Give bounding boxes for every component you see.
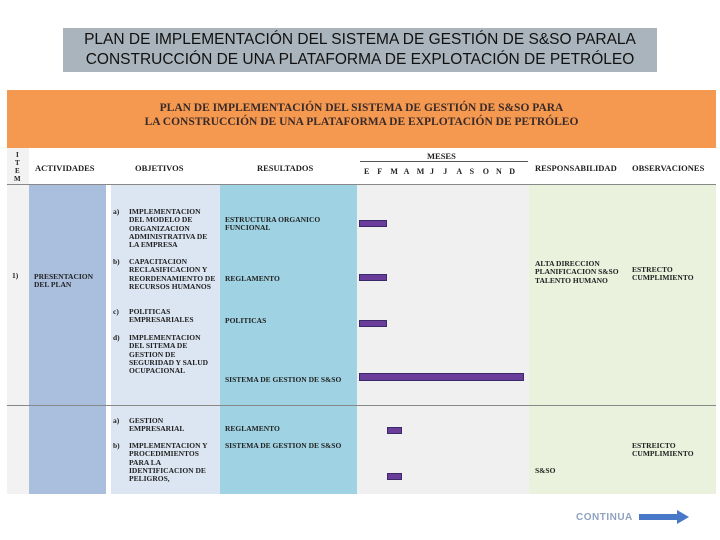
schedule-bar <box>359 274 387 281</box>
group1-row-a-resultado: ESTRUCTURA ORGANICO FUNCIONAL <box>225 215 321 233</box>
group1-row-b-resultado: REGLAMENTO <box>225 274 280 283</box>
slide-title-line1: PLAN DE IMPLEMENTACIÓN DEL SISTEMA DE GESTIÓN DE S&SO PARALA <box>84 31 636 48</box>
schedule-column <box>357 185 529 494</box>
month-label: S <box>469 167 475 176</box>
resultados-header: RESULTADOS <box>257 163 314 173</box>
actividades-header: ACTIVIDADES <box>35 163 95 173</box>
arrow-right-icon <box>639 510 689 524</box>
schedule-bar <box>359 220 387 227</box>
slide-title <box>63 28 657 72</box>
table-banner <box>7 90 716 148</box>
schedule-bar <box>359 373 524 381</box>
group1-row-d-letter: d) <box>113 333 120 342</box>
banner-line2: LA CONSTRUCCIÓN DE UNA PLATAFORMA DE EXPLOTACIÓN DE PETRÓLEO <box>144 116 579 128</box>
continue-link[interactable] <box>576 509 689 525</box>
month-label: E <box>364 167 370 176</box>
month-label: F <box>377 167 383 176</box>
month-label: J <box>430 167 434 176</box>
month-label: A <box>403 167 410 176</box>
responsabilidad-header: RESPONSABILIDAD <box>535 163 617 173</box>
group1-row-a-letter: a) <box>113 207 120 216</box>
schedule-bar <box>387 427 402 434</box>
group1-row-c-resultado: POLITICAS <box>225 316 267 325</box>
group1-row-a-objetivo: IMPLEMENTACION DEL MODELO DE ORGANIZACION ADMINISTRATIVA DE LA EMPRESA <box>129 207 208 250</box>
month-label: A <box>456 167 463 176</box>
item-header: I T E M <box>14 151 21 183</box>
item-column <box>7 148 29 494</box>
group1-row-d-resultado: SISTEMA DE GESTION DE S&SO <box>225 375 342 384</box>
group1-row-d-objetivo: IMPLEMENTACION DEL SITEMA DE GESTION DE SEGURIDAD Y SALUD OCUPACIONAL <box>129 333 209 376</box>
month-label: O <box>482 167 490 176</box>
group2-responsabilidad: S&SO <box>535 466 556 475</box>
month-label: M <box>390 167 398 176</box>
month-label: M <box>416 167 425 176</box>
group1-row-b-objetivo: CAPACITACION RECLASIFICACION Y REORDENAMIENTO DE RECURSOS HUMANOS <box>129 257 216 291</box>
slide-title-line2: CONSTRUCCIÓN DE UNA PLATAFORMA DE EXPLOTACIÓN DE PETRÓLEO <box>85 51 635 68</box>
group2-row-a-resultado: REGLAMENTO <box>225 424 280 433</box>
objetivos-header: OBJETIVOS <box>135 163 184 173</box>
group2-observacion: ESTREICTO CUMPLIMIENTO <box>632 441 694 459</box>
group1-responsabilidad: ALTA DIRECCION PLANIFICACION S&SO TALENTO HUMANO <box>535 259 619 285</box>
actividades-column <box>29 185 106 494</box>
group2-row-b-objetivo: IMPLEMENTACION Y PROCEDIMIENTOS PARA LA IDENTIFICACION DE PELIGROS, <box>129 441 208 484</box>
schedule-bar <box>387 473 402 480</box>
month-label: D <box>509 167 515 176</box>
continue-label: CONTINUA <box>576 511 633 523</box>
meses-header: MESES <box>427 151 456 161</box>
group-divider <box>7 405 716 406</box>
group1-row-c-objetivo: POLITICAS EMPRESARIALES <box>129 307 194 325</box>
month-label: J <box>443 167 448 176</box>
header-divider <box>7 184 716 185</box>
observaciones-header: OBSERVACIONES <box>632 163 705 173</box>
group2-row-a-objetivo: GESTION EMPRESARIAL <box>129 416 185 434</box>
meses-underline <box>360 161 528 162</box>
implementation-plan-table <box>7 90 716 494</box>
group2-row-a-letter: a) <box>113 416 120 425</box>
month-label: N <box>496 167 502 176</box>
group2-row-b-resultado: SISTEMA DE GESTION DE S&SO <box>225 441 342 450</box>
group1-row-b-letter: b) <box>113 257 120 266</box>
responsabilidad-column <box>529 185 627 494</box>
group1-row-c-letter: c) <box>113 307 119 316</box>
banner-line1: PLAN DE IMPLEMENTACIÓN DEL SISTEMA DE GESTIÓN DE S&SO PARA <box>159 102 564 114</box>
group1-observacion: ESTRECTO CUMPLIMIENTO <box>632 265 694 283</box>
group1-actividad: PRESENTACION DEL PLAN <box>34 272 94 290</box>
schedule-bar <box>359 320 387 327</box>
group2-row-b-letter: b) <box>113 441 120 450</box>
group1-item: 1) <box>12 271 19 280</box>
